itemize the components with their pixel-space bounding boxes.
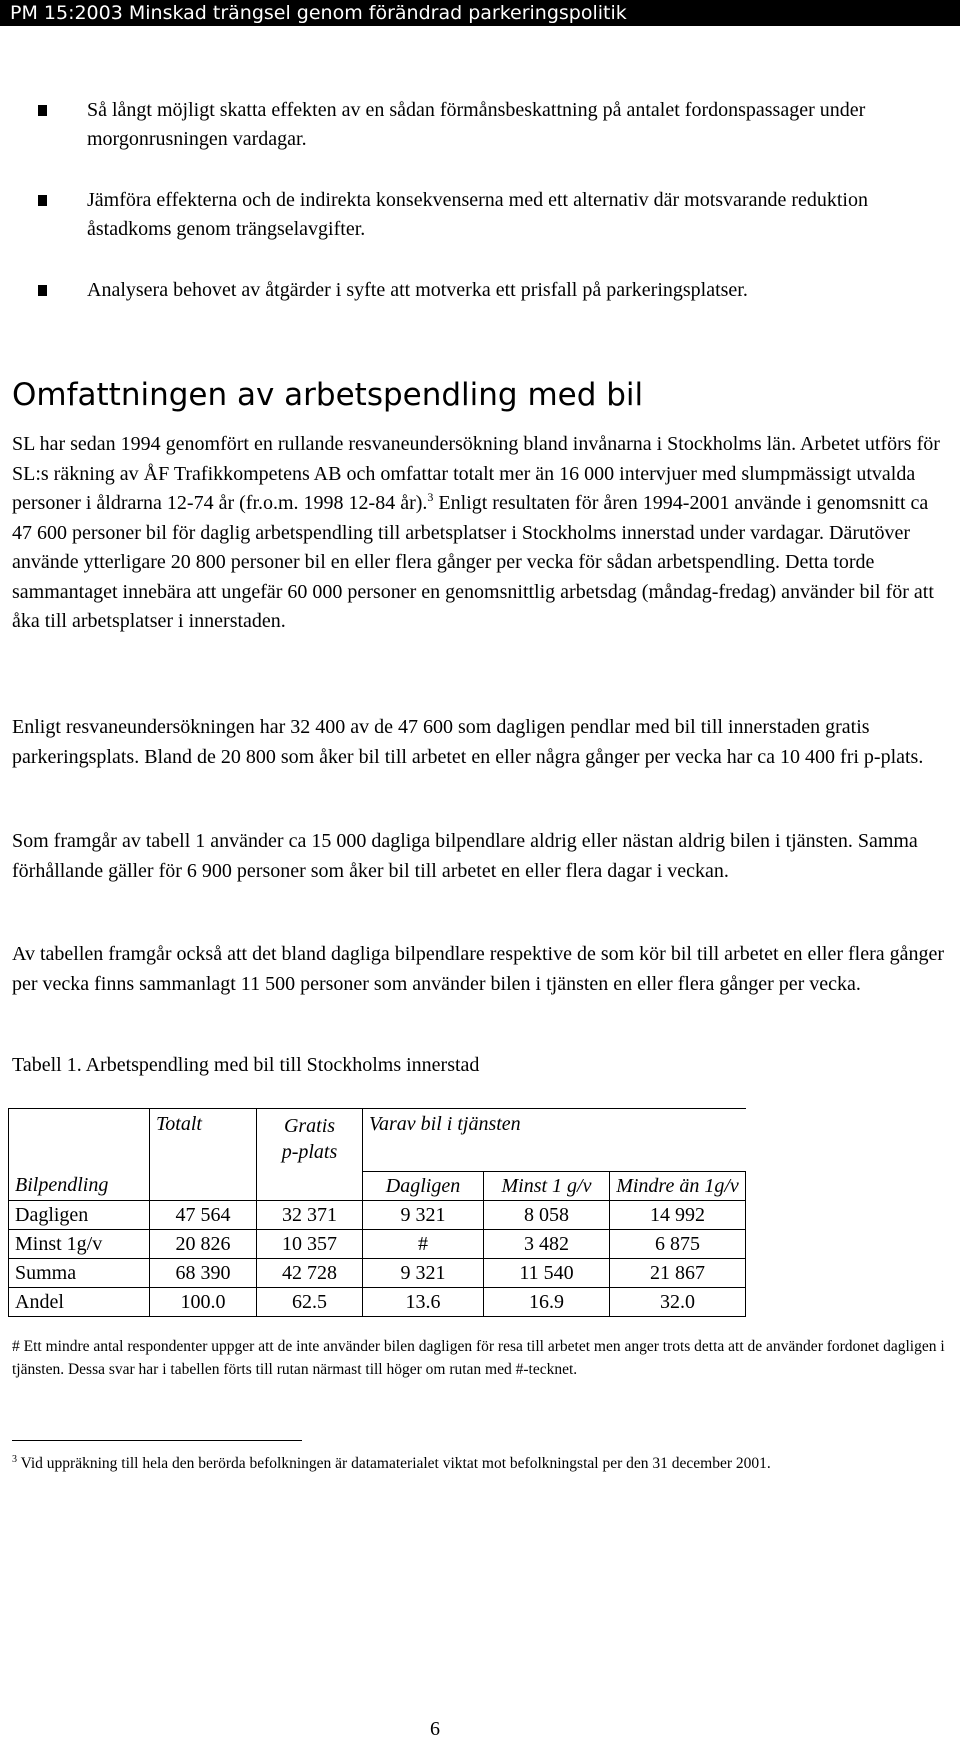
- list-item: [38, 186, 918, 244]
- square-bullet-icon: [38, 285, 47, 296]
- list-item-text: Så långt möjligt skatta effekten av en sådan förmånsbeskattning på antalet fordonspassager under morgonrusningen vardagar.: [87, 99, 866, 150]
- table-cell: 8 058: [484, 1201, 610, 1230]
- table-row: [9, 1288, 746, 1317]
- square-bullet-icon: [38, 105, 47, 116]
- row-label: Dagligen: [9, 1201, 150, 1230]
- table-cell-empty: [257, 1172, 363, 1201]
- page-number: 6: [430, 1718, 440, 1740]
- row-label: Summa: [9, 1259, 150, 1288]
- paragraph-text: Enligt resultaten för åren 1994-2001 använde i genomsnitt ca 47 600 personer bil för daglig arbetspendling till arbetsplatser i Stockholms innerstad under vardagar. Därutöver använde ytterligare 20 800 personer bil en eller flera gånger per vecka för sådan arbetspendling. Detta torde sammantaget innebära att ungefär 60 000 personer en genomsnittlig arbetsdag (måndag-fredag) använder bil för att åka till arbetsplatser i innerstaden.: [12, 492, 934, 632]
- row-label: Minst 1g/v: [9, 1230, 150, 1259]
- paragraph-text: SL har sedan 1994 genomfört en rullande resvaneundersökning bland invånarna i Stockholms län. Arbetet utförs för SL:s räkning av ÅF Trafikkompetens AB och omfattar totalt mer än 16 000 intervjuer med slumpmässigt utvalda personer i åldrarna 12-74 år (fr.o.m. 1998 12-84 år).: [12, 433, 940, 514]
- table-cell: 68 390: [150, 1259, 257, 1288]
- table-cell: 21 867: [610, 1259, 746, 1288]
- table-subheader-row: [9, 1172, 746, 1201]
- running-header: PM 15:2003 Minskad trängsel genom förändrad parkeringspolitik: [0, 0, 960, 26]
- table-cell: 32.0: [610, 1288, 746, 1317]
- paragraph-2: Enligt resvaneundersökningen har 32 400 av de 47 600 som dagligen pendlar med bil till innerstaden gratis parkeringsplats. Bland de 20 800 som åker bil till arbetet en eller några gånger per vecka har ca 10 400 fri p-plats.: [12, 716, 924, 768]
- footnote-reference: 3: [427, 490, 434, 504]
- column-header-gratis: [257, 1109, 363, 1172]
- table-cell: 20 826: [150, 1230, 257, 1259]
- table-cell: 9 321: [363, 1259, 484, 1288]
- data-table: [8, 1108, 746, 1317]
- table-cell: 3 482: [484, 1230, 610, 1259]
- square-bullet-icon: [38, 195, 47, 206]
- table-cell: 16.9: [484, 1288, 610, 1317]
- table-cell: 10 357: [257, 1230, 363, 1259]
- footnote-text: Vid uppräkning till hela den berörda befolkningen är datamaterialet viktat mot befolkningstal per den 31 december 2001.: [17, 1455, 771, 1472]
- table-cell: #: [363, 1230, 484, 1259]
- table-note: # Ett mindre antal respondenter uppger att de inte använder bilen dagligen för resa till arbetet men anger trots detta att de använder fordonet dagligen i tjänsten. Dessa svar har i tabellen förts till rutan närmast till höger om rutan med #-tecknet.: [12, 1338, 945, 1378]
- table-cell: 100.0: [150, 1288, 257, 1317]
- table-caption: Tabell 1. Arbetspendling med bil till Stockholms innerstad: [12, 1054, 480, 1076]
- column-header-minst: Minst 1 g/v: [484, 1172, 610, 1201]
- list-item-text: Analysera behovet av åtgärder i syfte att motverka ett prisfall på parkeringsplatser.: [87, 279, 748, 301]
- table-cell: 11 540: [484, 1259, 610, 1288]
- list-item-text: Jämföra effekterna och de indirekta konsekvenserna med ett alternativ där motsvarande reduktion åstadkoms genom trängselavgifter.: [87, 189, 868, 240]
- table-cell: 14 992: [610, 1201, 746, 1230]
- table-cell: 6 875: [610, 1230, 746, 1259]
- row-label: Andel: [9, 1288, 150, 1317]
- table-row: [9, 1230, 746, 1259]
- table-cell: 13.6: [363, 1288, 484, 1317]
- table-cell: 47 564: [150, 1201, 257, 1230]
- table-cell: 32 371: [257, 1201, 363, 1230]
- column-header-gratis-line1: Gratis: [283, 1115, 336, 1137]
- list-item: [38, 276, 918, 305]
- column-header-mindre: Mindre än 1g/v: [610, 1172, 746, 1201]
- bullet-list: [38, 96, 918, 337]
- section-title: Omfattningen av arbetspendling med bil: [12, 377, 644, 413]
- table-cell: 62.5: [257, 1288, 363, 1317]
- table-cell: 42 728: [257, 1259, 363, 1288]
- table-row: [9, 1259, 746, 1288]
- table-row: [9, 1201, 746, 1230]
- table-header-empty: [9, 1109, 150, 1172]
- row-header-bilpendling: Bilpendling: [9, 1172, 150, 1201]
- paragraph-1: [12, 430, 950, 637]
- table-header-row: [9, 1109, 746, 1172]
- column-header-totalt: Totalt: [150, 1109, 257, 1172]
- column-header-varav: Varav bil i tjänsten: [363, 1109, 746, 1172]
- table-cell: 9 321: [363, 1201, 484, 1230]
- footnote-divider: [12, 1440, 302, 1441]
- footnote-number: 3: [12, 1454, 17, 1465]
- footnote: [12, 1452, 950, 1476]
- paragraph-3: Som framgår av tabell 1 använder ca 15 000 dagliga bilpendlare aldrig eller nästan aldrig bilen i tjänsten. Samma förhållande gäller för 6 900 personer som åker bil till arbetet en eller flera dagar i veckan.: [12, 830, 918, 882]
- list-item: [38, 96, 918, 154]
- column-header-dagligen: Dagligen: [363, 1172, 484, 1201]
- paragraph-4: Av tabellen framgår också att det bland dagliga bilpendlare respektive de som kör bil till arbetet en eller flera gånger per vecka finns sammanlagt 11 500 personer som använder bilen i tjänsten en eller flera gånger per vecka.: [12, 943, 945, 995]
- table-cell-empty: [150, 1172, 257, 1201]
- column-header-gratis-line2: p-plats: [281, 1141, 338, 1163]
